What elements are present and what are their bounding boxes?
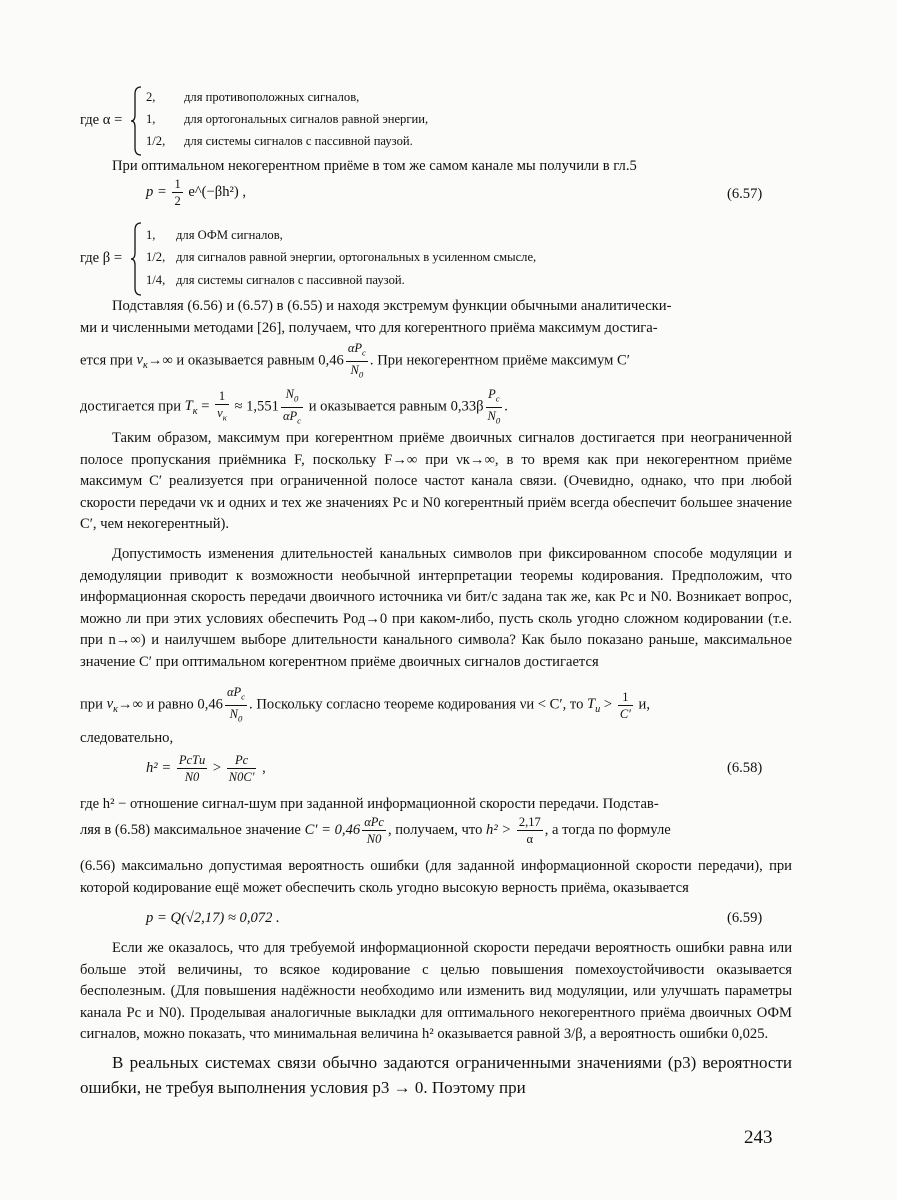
equation-number-6-57: (6.57)	[727, 186, 763, 202]
alpha-lead: где α =	[80, 112, 123, 128]
line4-f3-den-main: N	[487, 408, 496, 423]
adm-t-i	[587, 696, 601, 716]
adm-nu-k	[106, 696, 118, 716]
h2-f2-den: α	[526, 832, 534, 846]
line4-f1-den-sub: к	[222, 412, 227, 423]
eq659-expression: p = Q(√2,17) ≈ 0,072 .	[146, 910, 280, 926]
eq658-fraction-1	[177, 752, 207, 785]
para-h2-line-1: где h² − отношение сигнал-шум при заданной информационной скорости передачи. Подстав-	[80, 796, 659, 812]
h2-f2-num: 2,17	[518, 815, 541, 829]
adm-nu: ν	[106, 696, 114, 713]
para-substitution-line-1: Подставляя (6.56) и (6.57) в (6.55) и находя экстремум функции обычными аналитически-	[112, 298, 672, 314]
equation-number-6-59: (6.59)	[727, 910, 763, 926]
line4-end: .	[504, 398, 508, 415]
h2-text-a: ляя в (6.58) максимальное значение	[80, 821, 301, 838]
h2-fraction-2	[517, 814, 543, 847]
line3-den-sub: 0	[358, 369, 364, 379]
alpha-case-2-text: для ортогональных сигналов равной энергии,	[184, 112, 429, 126]
line4-f2-num-sub: 0	[293, 393, 299, 404]
line3-coef: 0,46	[318, 352, 344, 369]
alpha-brace	[130, 86, 142, 156]
adm-nu-sub: к	[113, 704, 118, 716]
line4-fraction-3	[486, 386, 503, 428]
eq657-num: 1	[174, 177, 181, 191]
line4-f2-den-sub: c	[297, 415, 302, 425]
para-thus: Таким образом, максимум при когерентном приёме двоичных сигналов достигается при неограниченной полосе пропускания приёмника F, поскольку F→∞ при νк→∞, в то время как при некогерентном приёме максимум C′ реализуется при ограниченной полосе частот канала связи. (Очевидно, однако, что при любой скорости передачи νк и одних и тех же значениях Pc и N0 когерентный приём всегда обеспечит большее значение C′, чем некогерентный).	[80, 430, 792, 532]
line3-den	[346, 362, 368, 383]
line4-f3-den	[486, 408, 503, 429]
nu-sub: к	[142, 360, 148, 372]
line4-text-a: достигается при	[80, 398, 182, 415]
eq657-den: 2	[174, 194, 181, 208]
line3-text-a: ется при	[80, 352, 133, 369]
adm-den	[225, 706, 247, 727]
beta-case-2-value: 1/2,	[146, 250, 166, 264]
alpha-cases	[143, 88, 643, 154]
t-k	[184, 398, 198, 418]
eq657-fraction	[172, 176, 182, 209]
h2-c-prime: C′ = 0,46	[304, 821, 361, 838]
alpha-case-2-value: 1,	[146, 112, 156, 126]
line4-f2-den	[281, 408, 303, 429]
line4-approx: ≈ 1,551	[234, 398, 279, 415]
eq658-lhs: h² =	[146, 759, 172, 776]
h2-fraction-1	[362, 814, 386, 847]
h2-f1-num: αPc	[364, 815, 384, 829]
line4-f1-den	[215, 405, 229, 426]
t-sub: к	[192, 406, 198, 418]
para-real-systems: В реальных системах связи обычно задаются ограниченными значениями (p3) вероятности ошибки, не требуя выполнения условия p3 → 0. Поэтому при	[80, 1053, 792, 1097]
eq658-gt: >	[212, 759, 222, 776]
para-admissibility: Допустимость изменения длительностей канальных символов при фиксированном способе модуляции и демодуляции приводит к возможности необычной интерпретации теоремы кодирования. Предположим, что информационная скорость передачи двоичного источника νи бит/с задана так же, как Pc и N0. Возникает вопрос, можно ли при этих условиях обеспечить Pод→0 при каком-либо, пусть сколь угодно сложном кодировании (т.е. при n→∞) и наилучшем выборе длительности канального символа? Как было показано раньше, максимальное значение C′ при оптимальном когерентном приёме двоичных сигналов достигается	[80, 546, 792, 670]
alpha-case-2	[146, 112, 428, 127]
adm-den-main: N	[229, 706, 238, 721]
line4-f3-num-sub: c	[495, 393, 500, 404]
adm-num-sub: c	[241, 691, 246, 702]
para-incoherent: При оптимальном некогерентном приёме в том же самом канале мы получили в гл.5	[112, 158, 637, 174]
alpha-case-3-text: для системы сигналов с пассивной паузой.	[184, 134, 413, 148]
beta-case-3-text: для системы сигналов с пассивной паузой.	[176, 273, 405, 287]
eq658-fraction-2	[227, 752, 257, 785]
adm-f-den: C′	[619, 706, 631, 721]
para-substitution-line-2: ми и численными методами [26], получаем, что для когерентного приёма максимум достига-	[80, 319, 658, 336]
adm-den-sub: 0	[237, 713, 243, 723]
line4-eq: =	[201, 398, 210, 415]
line4-f2-num	[281, 386, 303, 408]
para-h2-rest: (6.56) максимально допустимая вероятность ошибки (для заданной информационной скорости передачи), при которой кодирование ещё может обеспечить сколь угодно высокую верность приёма, оказывается	[80, 858, 792, 896]
eq658-f1-den: N0	[184, 770, 200, 784]
line4-coef: 0,33β	[450, 398, 484, 415]
line4-fraction-2	[281, 386, 303, 428]
h2-text-c: , а тогда по формуле	[544, 821, 671, 838]
beta-case-3-value: 1/4,	[146, 273, 166, 287]
adm-text-a: при	[80, 696, 103, 713]
equation-6-59	[146, 910, 280, 927]
alpha-case-3	[146, 134, 413, 149]
alpha-case-1-value: 2,	[146, 90, 156, 104]
beta-brace	[130, 222, 142, 296]
beta-case-1-text: для ОФМ сигналов,	[176, 228, 283, 242]
para-admissibility-formula-line	[80, 684, 650, 726]
adm-fraction	[225, 684, 247, 726]
adm-t: T	[587, 696, 596, 713]
line4-f3-num-main: P	[488, 387, 496, 401]
line3-text-d: →∞ и оказывается равным	[147, 352, 315, 369]
equation-number-6-58: (6.58)	[727, 760, 763, 776]
line4-f2-num-main: N	[285, 387, 294, 401]
beta-case-3	[146, 273, 405, 288]
line3-num-sub: c	[362, 347, 366, 358]
eq657-rest: e^(−βh²) ,	[188, 183, 247, 200]
adm-end: и,	[638, 696, 651, 713]
eq658-f1-num: PcTи	[178, 753, 206, 767]
line3-text-e: . При некогерентном приёме максимум C′	[369, 352, 630, 369]
beta-lead: где β =	[80, 250, 123, 266]
adm-gt: >	[603, 696, 613, 713]
adm-f-num: 1	[618, 689, 633, 706]
para-admissibility-cont: следовательно,	[80, 730, 174, 746]
eq657-lhs: p =	[146, 183, 167, 200]
t-symbol: T	[184, 398, 193, 415]
adm-coef: 0,46	[197, 696, 223, 713]
para-substitution	[80, 296, 792, 339]
line3-den-main: N	[350, 362, 359, 377]
adm-num-main: αP	[226, 685, 242, 699]
h2-h-squared: h² >	[486, 821, 512, 838]
adm-text-c: . Поскольку согласно теореме кодирования νи < C′, то	[249, 696, 584, 713]
para-if: Если же оказалось, что для требуемой информационной скорости передачи вероятность ошибки равна или больше этой величины, то всякое кодирование с целью повышения помехоустойчивости оказывается бесполезным. (Для повышения надёжности необходимо или изменить вид модуляции, или улучшать параметры канала Pc и N0). Проделывая аналогичные выкладки для оптимального некогерентного приёма двоичных ОФМ сигналов, можно показать, что минимальная величина h² оказывается равной 3/β, а вероятность ошибки 0,025.	[80, 940, 792, 1042]
adm-num	[225, 684, 247, 706]
beta-case-1-value: 1,	[146, 228, 156, 242]
beta-case-2	[146, 250, 536, 265]
alpha-case-3-value: 1/2,	[146, 134, 166, 148]
eq658-f2-num: Pc	[227, 752, 257, 769]
eq658-f2-den: N0C′	[228, 770, 255, 784]
equation-6-57	[146, 176, 246, 209]
line4-f3-den-sub: 0	[495, 415, 501, 425]
line3-num	[346, 340, 368, 362]
nu-k	[136, 352, 148, 372]
line4-f1-num: 1	[215, 388, 229, 405]
equation-6-58	[146, 752, 266, 785]
adm-fraction-2	[618, 689, 633, 722]
para-substitution-line-4	[80, 386, 508, 428]
alpha-case-1-text: для противоположных сигналов,	[184, 90, 360, 104]
beta-case-2-text: для сигналов равной энергии, ортогональных в усиленном смысле,	[176, 250, 537, 264]
line4-f1-den-main: ν	[217, 406, 223, 421]
line4-text-b: и оказывается равным	[308, 398, 447, 415]
h2-text-b: , получаем, что	[387, 821, 483, 838]
line3-fraction	[346, 340, 368, 382]
beta-cases	[143, 226, 703, 294]
para-h2-line-2	[80, 814, 671, 847]
line4-fraction-1	[215, 388, 229, 426]
line3-num-main: αP	[347, 341, 363, 355]
beta-case-1	[146, 228, 283, 243]
alpha-case-1	[146, 90, 359, 105]
h2-f1-den: N0	[366, 832, 382, 846]
nu-symbol: ν	[136, 352, 143, 369]
page-number: 243	[744, 1127, 773, 1148]
adm-text-b: →∞ и равно	[117, 696, 194, 713]
para-substitution-line-3	[80, 340, 630, 382]
adm-t-sub: и	[595, 704, 601, 716]
line4-f2-den-main: αP	[282, 408, 298, 423]
line4-f3-num	[486, 386, 503, 408]
eq658-tail: ,	[262, 759, 266, 776]
